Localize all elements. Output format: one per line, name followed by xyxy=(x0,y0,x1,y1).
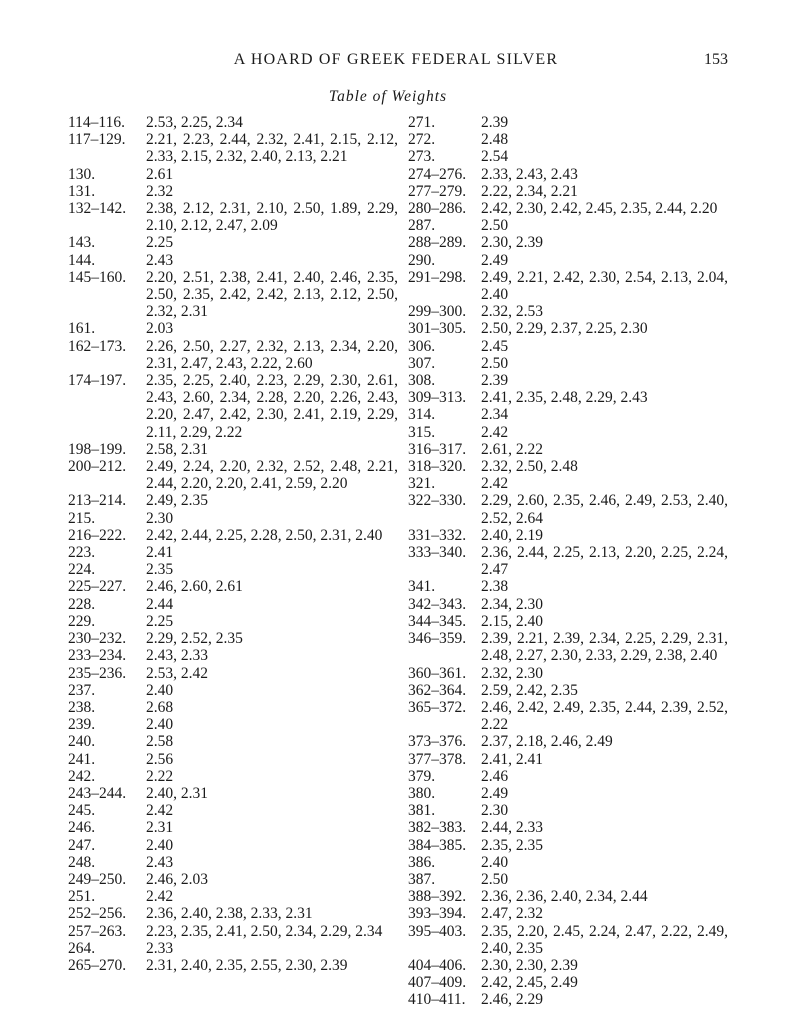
weight-entry xyxy=(408,578,728,595)
coin-numbers: 235–236. xyxy=(68,664,127,682)
coin-numbers: 198–199. xyxy=(68,440,127,458)
coin-weights: 2.42, 2.44, 2.25, 2.28, 2.50, 2.31, 2.40 xyxy=(146,526,383,544)
coin-weights: 2.46, 2.42, 2.49, 2.35, 2.44, 2.39, 2.52, 2.22 xyxy=(481,698,728,734)
coin-weights: 2.30, 2.39 xyxy=(481,234,543,252)
weight-entry xyxy=(408,871,728,888)
coin-weights: 2.59, 2.42, 2.35 xyxy=(481,681,578,699)
coin-numbers: 240. xyxy=(68,733,96,751)
coin-weights: 2.29, 2.52, 2.35 xyxy=(146,630,243,648)
weight-entry xyxy=(408,957,728,974)
weight-entry xyxy=(408,768,728,785)
weight-entry xyxy=(68,940,398,957)
coin-weights: 2.38, 2.12, 2.31, 2.10, 2.50, 1.89, 2.29, 2.10, 2.12, 2.47, 2.09 xyxy=(146,200,398,235)
weights-column-right xyxy=(408,114,728,1009)
coin-numbers: 200–212. xyxy=(68,458,127,476)
coin-weights: 2.42 xyxy=(146,888,174,906)
coin-numbers: 245. xyxy=(68,802,96,820)
weight-entry xyxy=(68,682,398,699)
weight-entry xyxy=(68,613,398,630)
weight-entry xyxy=(68,665,398,682)
coin-weights: 2.39 xyxy=(481,114,509,131)
coin-numbers: 360–361. xyxy=(408,664,467,682)
coin-weights: 2.49, 2.35 xyxy=(146,492,208,510)
coin-numbers: 264. xyxy=(68,939,96,957)
coin-weights: 2.46, 2.03 xyxy=(146,870,208,888)
coin-numbers: 233–234. xyxy=(68,647,127,665)
weight-entry xyxy=(68,114,398,131)
coin-weights: 2.03 xyxy=(146,320,174,338)
coin-numbers: 315. xyxy=(408,423,436,441)
coin-numbers: 132–142. xyxy=(68,200,127,218)
coin-numbers: 341. xyxy=(408,578,436,596)
weight-entry xyxy=(408,785,728,802)
weight-entry xyxy=(408,114,728,131)
coin-numbers: 238. xyxy=(68,698,96,716)
coin-weights: 2.41 xyxy=(146,544,174,562)
coin-numbers: 257–263. xyxy=(68,922,127,940)
weight-entry xyxy=(408,303,728,320)
coin-numbers: 247. xyxy=(68,836,96,854)
coin-numbers: 299–300. xyxy=(408,303,467,321)
coin-weights: 2.34 xyxy=(481,406,509,424)
weight-entry xyxy=(408,458,728,475)
weight-entry xyxy=(68,338,398,372)
coin-numbers: 145–160. xyxy=(68,268,127,286)
weight-entry xyxy=(68,441,398,458)
weight-entry xyxy=(68,252,398,269)
weight-entry xyxy=(408,682,728,699)
weight-entry xyxy=(408,837,728,854)
coin-weights: 2.40, 2.19 xyxy=(481,526,543,544)
coin-numbers: 224. xyxy=(68,561,96,579)
coin-numbers: 287. xyxy=(408,217,436,235)
coin-weights: 2.42 xyxy=(481,423,509,441)
coin-weights: 2.32 xyxy=(146,182,174,200)
coin-weights: 2.35, 2.25, 2.40, 2.23, 2.29, 2.30, 2.61, 2.43, 2.60, 2.34, 2.28, 2.20, 2.26, 2.43, 2.20, 2.47, 2.42, 2.30, 2.41, 2.19, 2.29, 2.11, 2.29, 2.22 xyxy=(146,372,398,441)
weight-entry xyxy=(68,854,398,871)
coin-weights: 2.35, 2.20, 2.45, 2.24, 2.47, 2.22, 2.49, 2.40, 2.35 xyxy=(481,922,728,957)
weight-entry xyxy=(408,991,728,1008)
weight-entry xyxy=(68,320,398,337)
coin-numbers: 213–214. xyxy=(68,492,127,510)
weight-entry xyxy=(68,768,398,785)
coin-numbers: 410–411. xyxy=(408,991,466,1009)
coin-numbers: 228. xyxy=(68,595,96,613)
weight-entry xyxy=(408,441,728,458)
coin-weights: 2.40 xyxy=(146,836,174,854)
coin-numbers: 246. xyxy=(68,819,96,837)
coin-weights: 2.25 xyxy=(146,612,174,630)
coin-numbers: 342–343. xyxy=(408,595,467,613)
weight-entry xyxy=(68,785,398,802)
weight-entry xyxy=(408,355,728,372)
weight-entry xyxy=(408,854,728,871)
weight-entry xyxy=(68,888,398,905)
coin-numbers: 309–313. xyxy=(408,389,467,407)
page-number: 153 xyxy=(704,51,728,68)
coin-weights: 2.36, 2.44, 2.25, 2.13, 2.20, 2.25, 2.24, 2.47 xyxy=(481,544,728,579)
weight-entry xyxy=(408,148,728,165)
weight-entry xyxy=(68,372,398,441)
coin-numbers: 333–340. xyxy=(408,544,467,562)
coin-weights: 2.56 xyxy=(146,750,174,768)
coin-numbers: 243–244. xyxy=(68,784,127,802)
coin-weights: 2.30, 2.30, 2.39 xyxy=(481,956,578,974)
coin-numbers: 225–227. xyxy=(68,578,127,596)
coin-numbers: 271. xyxy=(408,114,436,131)
coin-weights: 2.41, 2.35, 2.48, 2.29, 2.43 xyxy=(481,389,648,407)
weight-entry xyxy=(68,957,398,974)
weight-entry xyxy=(408,733,728,750)
coin-weights: 2.48 xyxy=(481,131,509,149)
weight-entry xyxy=(68,458,398,492)
coin-numbers: 241. xyxy=(68,750,96,768)
coin-numbers: 114–116. xyxy=(68,114,125,131)
coin-weights: 2.50, 2.29, 2.37, 2.25, 2.30 xyxy=(481,320,648,338)
coin-weights: 2.45 xyxy=(481,337,509,355)
coin-numbers: 393–394. xyxy=(408,905,467,923)
coin-numbers: 223. xyxy=(68,544,96,562)
coin-weights: 2.31 xyxy=(146,819,174,837)
coin-numbers: 301–305. xyxy=(408,320,467,338)
coin-weights: 2.41, 2.41 xyxy=(481,750,543,768)
weight-entry xyxy=(408,699,728,733)
coin-weights: 2.31, 2.40, 2.35, 2.55, 2.30, 2.39 xyxy=(146,956,348,974)
coin-numbers: 387. xyxy=(408,870,436,888)
coin-weights: 2.49 xyxy=(481,251,509,269)
weight-entry xyxy=(68,630,398,647)
coin-numbers: 407–409. xyxy=(408,974,467,992)
coin-numbers: 237. xyxy=(68,681,96,699)
coin-weights: 2.53, 2.42 xyxy=(146,664,208,682)
coin-numbers: 381. xyxy=(408,802,436,820)
coin-numbers: 322–330. xyxy=(408,492,467,510)
weight-entry xyxy=(68,269,398,321)
coin-weights: 2.22 xyxy=(146,767,174,785)
coin-numbers: 265–270. xyxy=(68,956,127,974)
coin-weights: 2.49, 2.24, 2.20, 2.32, 2.52, 2.48, 2.21, 2.44, 2.20, 2.20, 2.41, 2.59, 2.20 xyxy=(146,458,398,493)
weight-entry xyxy=(68,200,398,234)
weight-entry xyxy=(408,665,728,682)
coin-numbers: 252–256. xyxy=(68,905,127,923)
coin-numbers: 251. xyxy=(68,888,96,906)
coin-numbers: 384–385. xyxy=(408,836,467,854)
weight-entry xyxy=(408,406,728,423)
coin-numbers: 346–359. xyxy=(408,630,467,648)
coin-numbers: 321. xyxy=(408,475,436,493)
coin-weights: 2.44, 2.33 xyxy=(481,819,543,837)
weight-entry xyxy=(408,630,728,664)
weight-entry xyxy=(68,561,398,578)
weight-entry xyxy=(408,131,728,148)
coin-numbers: 373–376. xyxy=(408,733,467,751)
coin-weights: 2.29, 2.60, 2.35, 2.46, 2.49, 2.53, 2.40, 2.52, 2.64 xyxy=(481,492,728,527)
coin-numbers: 277–279. xyxy=(408,182,467,200)
coin-numbers: 144. xyxy=(68,251,96,269)
coin-numbers: 362–364. xyxy=(408,681,467,699)
coin-weights: 2.34, 2.30 xyxy=(481,595,543,613)
coin-numbers: 365–372. xyxy=(408,698,467,716)
weight-entry xyxy=(408,252,728,269)
table-title: Table of Weights xyxy=(328,88,448,105)
coin-numbers: 174–197. xyxy=(68,372,127,390)
coin-weights: 2.40 xyxy=(146,681,174,699)
coin-weights: 2.68 xyxy=(146,698,174,716)
coin-numbers: 291–298. xyxy=(408,268,467,286)
coin-numbers: 308. xyxy=(408,372,436,390)
coin-weights: 2.15, 2.40 xyxy=(481,612,543,630)
coin-weights: 2.23, 2.35, 2.41, 2.50, 2.34, 2.29, 2.34 xyxy=(146,922,383,940)
coin-weights: 2.42, 2.30, 2.42, 2.45, 2.35, 2.44, 2.20 xyxy=(481,200,718,218)
coin-numbers: 318–320. xyxy=(408,458,467,476)
coin-weights: 2.50 xyxy=(481,217,509,235)
coin-numbers: 161. xyxy=(68,320,96,338)
coin-weights: 2.53, 2.25, 2.34 xyxy=(146,114,243,131)
weight-entry xyxy=(408,234,728,251)
weight-entry xyxy=(68,905,398,922)
coin-numbers: 162–173. xyxy=(68,337,127,355)
coin-weights: 2.42, 2.45, 2.49 xyxy=(481,974,578,992)
coin-numbers: 388–392. xyxy=(408,888,467,906)
coin-weights: 2.22, 2.34, 2.21 xyxy=(481,182,578,200)
coin-weights: 2.38 xyxy=(481,578,509,596)
coin-numbers: 344–345. xyxy=(408,612,467,630)
weight-entry xyxy=(408,888,728,905)
coin-weights: 2.49, 2.21, 2.42, 2.30, 2.54, 2.13, 2.04, 2.40 xyxy=(481,268,728,304)
coin-numbers: 229. xyxy=(68,612,96,630)
coin-numbers: 288–289. xyxy=(408,234,467,252)
coin-weights: 2.61, 2.22 xyxy=(481,440,543,458)
weight-entry xyxy=(408,338,728,355)
coin-numbers: 280–286. xyxy=(408,200,467,218)
coin-weights: 2.58 xyxy=(146,733,174,751)
coin-weights: 2.43 xyxy=(146,251,174,269)
weight-entry xyxy=(68,923,398,940)
weight-entry xyxy=(408,217,728,234)
weight-entry xyxy=(68,819,398,836)
weight-entry xyxy=(408,492,728,526)
coin-weights: 2.40, 2.31 xyxy=(146,784,208,802)
coin-weights: 2.30 xyxy=(146,509,174,527)
weight-entry xyxy=(68,837,398,854)
weight-entry xyxy=(68,733,398,750)
weight-entry xyxy=(68,544,398,561)
weight-entry xyxy=(408,751,728,768)
coin-numbers: 306. xyxy=(408,337,436,355)
weight-entry xyxy=(68,166,398,183)
coin-weights: 2.26, 2.50, 2.27, 2.32, 2.13, 2.34, 2.20, 2.31, 2.47, 2.43, 2.22, 2.60 xyxy=(146,337,398,372)
weight-entry xyxy=(68,699,398,716)
weight-entry xyxy=(68,527,398,544)
weight-entry xyxy=(408,372,728,389)
weight-entry xyxy=(68,510,398,527)
coin-numbers: 239. xyxy=(68,716,96,734)
coin-weights: 2.33 xyxy=(146,939,174,957)
weight-entry xyxy=(408,200,728,217)
coin-weights: 2.50 xyxy=(481,870,509,888)
weight-entry xyxy=(68,751,398,768)
coin-numbers: 331–332. xyxy=(408,526,467,544)
coin-weights: 2.25 xyxy=(146,234,174,252)
coin-weights: 2.37, 2.18, 2.46, 2.49 xyxy=(481,733,613,751)
coin-numbers: 248. xyxy=(68,853,96,871)
coin-weights: 2.43 xyxy=(146,853,174,871)
coin-numbers: 382–383. xyxy=(408,819,467,837)
coin-weights: 2.49 xyxy=(481,784,509,802)
weight-entry xyxy=(408,819,728,836)
weight-entry xyxy=(408,320,728,337)
coin-numbers: 316–317. xyxy=(408,440,467,458)
coin-numbers: 117–129. xyxy=(68,131,126,149)
coin-weights: 2.42 xyxy=(146,802,174,820)
coin-weights: 2.20, 2.51, 2.38, 2.41, 2.40, 2.46, 2.35, 2.50, 2.35, 2.42, 2.42, 2.13, 2.12, 2.50, 2.32, 2.31 xyxy=(146,268,398,321)
coin-weights: 2.32, 2.50, 2.48 xyxy=(481,458,578,476)
coin-numbers: 386. xyxy=(408,853,436,871)
coin-weights: 2.46 xyxy=(481,767,509,785)
weight-entry xyxy=(68,871,398,888)
coin-numbers: 249–250. xyxy=(68,870,127,888)
coin-numbers: 242. xyxy=(68,767,96,785)
coin-numbers: 273. xyxy=(408,148,436,166)
coin-weights: 2.36, 2.36, 2.40, 2.34, 2.44 xyxy=(481,888,648,906)
coin-numbers: 395–403. xyxy=(408,922,467,940)
weight-entry xyxy=(68,647,398,664)
weight-entry xyxy=(408,527,728,544)
coin-numbers: 274–276. xyxy=(408,165,467,183)
coin-numbers: 130. xyxy=(68,165,96,183)
coin-numbers: 314. xyxy=(408,406,436,424)
coin-weights: 2.39, 2.21, 2.39, 2.34, 2.25, 2.29, 2.31, 2.48, 2.27, 2.30, 2.33, 2.29, 2.38, 2.40 xyxy=(481,630,728,665)
coin-numbers: 290. xyxy=(408,251,436,269)
coin-numbers: 272. xyxy=(408,131,436,149)
coin-weights: 2.30 xyxy=(481,802,509,820)
coin-numbers: 307. xyxy=(408,354,436,372)
coin-weights: 2.50 xyxy=(481,354,509,372)
coin-weights: 2.33, 2.43, 2.43 xyxy=(481,165,578,183)
coin-numbers: 404–406. xyxy=(408,956,467,974)
weight-entry xyxy=(68,492,398,509)
coin-numbers: 143. xyxy=(68,234,96,252)
coin-weights: 2.35, 2.35 xyxy=(481,836,543,854)
coin-weights: 2.36, 2.40, 2.38, 2.33, 2.31 xyxy=(146,905,313,923)
weight-entry xyxy=(408,424,728,441)
weight-entry xyxy=(408,974,728,991)
coin-weights: 2.42 xyxy=(481,475,509,493)
weights-column-left xyxy=(68,114,398,974)
coin-weights: 2.47, 2.32 xyxy=(481,905,543,923)
coin-weights: 2.39 xyxy=(481,372,509,390)
coin-weights: 2.32, 2.53 xyxy=(481,303,543,321)
weight-entry xyxy=(408,544,728,578)
weight-entry xyxy=(68,578,398,595)
weight-entry xyxy=(408,905,728,922)
weight-entry xyxy=(408,802,728,819)
coin-weights: 2.40 xyxy=(481,853,509,871)
weight-entry xyxy=(68,234,398,251)
coin-numbers: 230–232. xyxy=(68,630,127,648)
coin-weights: 2.35 xyxy=(146,561,174,579)
weight-entry xyxy=(408,183,728,200)
coin-weights: 2.58, 2.31 xyxy=(146,440,208,458)
weight-entry xyxy=(408,475,728,492)
weight-entry xyxy=(68,596,398,613)
coin-weights: 2.46, 2.60, 2.61 xyxy=(146,578,243,596)
weight-entry xyxy=(408,923,728,957)
weight-entry xyxy=(408,613,728,630)
coin-numbers: 131. xyxy=(68,182,96,200)
coin-weights: 2.43, 2.33 xyxy=(146,647,208,665)
coin-weights: 2.61 xyxy=(146,165,174,183)
weight-entry xyxy=(408,269,728,303)
weight-entry xyxy=(408,596,728,613)
coin-weights: 2.44 xyxy=(146,595,174,613)
weight-entry xyxy=(68,131,398,165)
weight-entry xyxy=(68,802,398,819)
weight-entry xyxy=(68,716,398,733)
weight-entry xyxy=(408,389,728,406)
coin-weights: 2.32, 2.30 xyxy=(481,664,543,682)
coin-numbers: 215. xyxy=(68,509,96,527)
running-title: A HOARD OF GREEK FEDERAL SILVER xyxy=(233,51,559,68)
coin-weights: 2.21, 2.23, 2.44, 2.32, 2.41, 2.15, 2.12, 2.33, 2.15, 2.32, 2.40, 2.13, 2.21 xyxy=(146,131,398,166)
coin-weights: 2.46, 2.29 xyxy=(481,991,543,1009)
coin-numbers: 377–378. xyxy=(408,750,467,768)
coin-weights: 2.54 xyxy=(481,148,509,166)
coin-weights: 2.40 xyxy=(146,716,174,734)
coin-numbers: 379. xyxy=(408,767,436,785)
coin-numbers: 380. xyxy=(408,784,436,802)
weight-entry xyxy=(408,166,728,183)
coin-numbers: 216–222. xyxy=(68,526,127,544)
weight-entry xyxy=(68,183,398,200)
